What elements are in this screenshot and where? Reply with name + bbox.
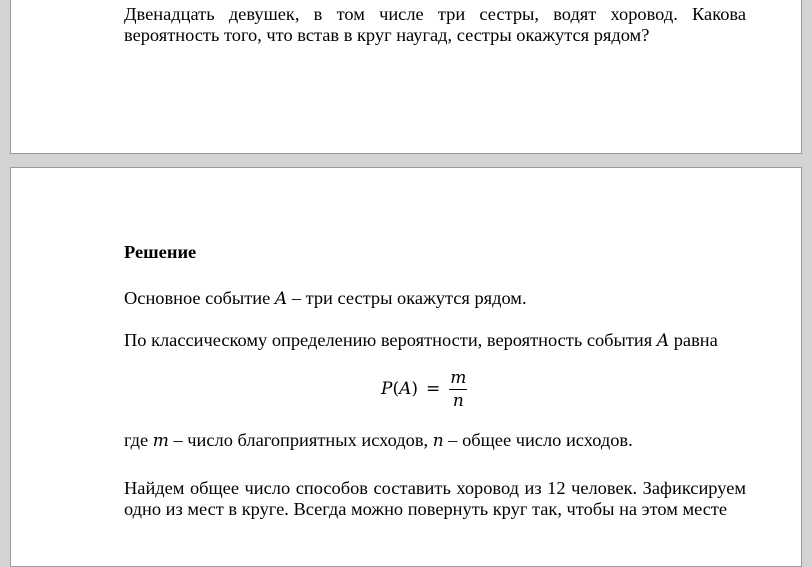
variable-m: m — [152, 431, 169, 451]
variables-text-1: где — [124, 430, 153, 450]
probability-formula — [381, 364, 468, 414]
classical-definition-text-start: По классическому определению вероятности, вероятность события — [124, 330, 657, 350]
solution-heading: Решение — [124, 242, 197, 262]
formula-fraction — [448, 368, 468, 411]
formula-numerator: m — [450, 367, 467, 388]
event-variable: A — [274, 289, 288, 309]
formula-equals: = — [426, 379, 441, 399]
formula-lhs — [381, 379, 418, 399]
variables-explanation — [124, 430, 746, 452]
event-definition-text-end: – три сестры окажутся рядом. — [287, 288, 527, 308]
variables-text-3: – общее число исходов. — [443, 430, 633, 450]
classical-definition-text-end: равна — [669, 330, 718, 350]
formula-close-paren: ) — [411, 379, 419, 399]
total-outcomes-paragraph: Найдем общее число способов составить хоровод из 12 человек. Зафиксируем одно из мест в круге. Всегда можно повернуть круг так, чтобы на этом месте — [124, 478, 746, 519]
event-definition — [124, 288, 746, 310]
problem-text: Двенадцать девушек, в том числе три сестры, водят хоровод. Какова вероятность того, что встав в круг наугад, сестры окажутся рядом? — [124, 4, 746, 45]
solution-page — [10, 167, 802, 567]
fraction-bar — [449, 389, 467, 390]
variable-n: n — [432, 431, 444, 451]
event-definition-text-start: Основное событие — [124, 288, 275, 308]
problem-page — [10, 0, 802, 154]
classical-definition — [124, 330, 746, 352]
formula-denominator: n — [452, 390, 464, 411]
event-variable: A — [656, 331, 670, 351]
variables-text-2: – число благоприятных исходов, — [168, 430, 433, 450]
formula-function: P — [381, 379, 393, 399]
formula-variable: A — [399, 379, 412, 399]
formula-open-paren: ( — [392, 379, 400, 399]
